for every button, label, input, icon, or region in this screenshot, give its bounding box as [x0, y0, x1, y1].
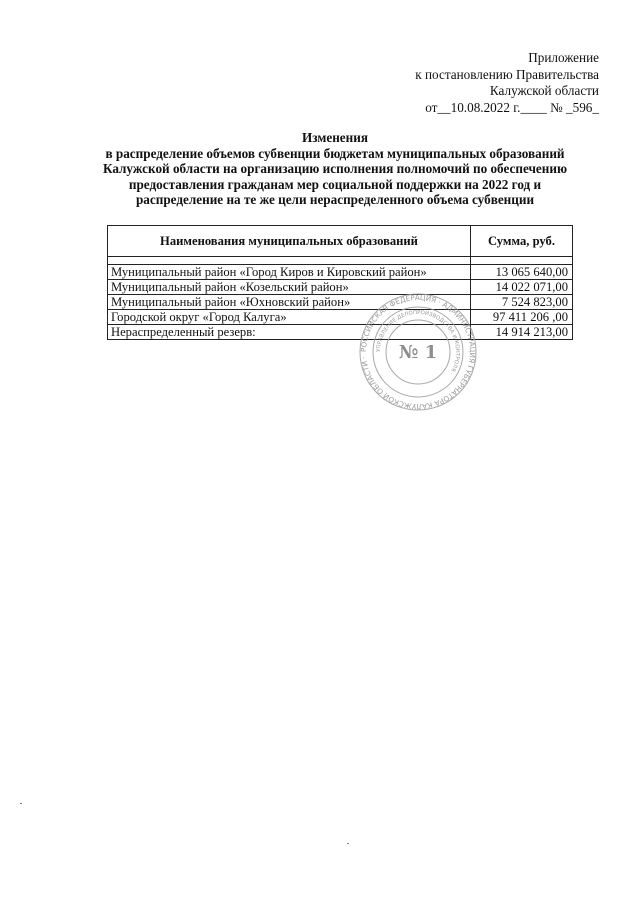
- table-row: [108, 265, 573, 280]
- row-name: Городской округ «Город Калуга»: [108, 310, 471, 325]
- seal-number: № 1: [398, 342, 438, 363]
- distribution-table: [107, 225, 573, 340]
- row-sum: 97 411 206 ,00: [471, 310, 573, 325]
- row-sum: 14 914 213,00: [471, 325, 573, 340]
- row-name: Муниципальный район «Юхновский район»: [108, 295, 471, 310]
- row-sum: 7 524 823,00: [471, 295, 573, 310]
- row-sum: 13 065 640,00: [471, 265, 573, 280]
- scan-speck: [20, 803, 22, 804]
- seal-outer-text: РОССИЙСКАЯ ФЕДЕРАЦИЯ · АДМИНИСТРАЦИЯ ГУБЕРНАТОРА КАЛУЖСКОЙ ОБЛАСТИ ·: [358, 292, 478, 412]
- document-title: [70, 130, 600, 208]
- title-line-1: Изменения: [302, 130, 368, 145]
- row-sum: 14 022 071,00: [471, 280, 573, 295]
- row-name: Нераспределенный резерв:: [108, 325, 471, 340]
- header-name: Наименования муниципальных образований: [108, 226, 471, 257]
- appendix-resolution: к постановлению Правительства: [415, 66, 599, 82]
- appendix-label: Приложение: [528, 50, 599, 65]
- title-line-3: Калужской области на организацию исполнения полномочий по обеспечению: [102, 161, 568, 177]
- appendix-region: Калужской области: [489, 83, 599, 98]
- row-name: Муниципальный район «Город Киров и Кировский район»: [108, 265, 471, 280]
- seal-inner-text: УПРАВЛЕНИЕ ДЕЛОПРОИЗВОДСТВА И КОНТРОЛЯ ·: [375, 309, 461, 376]
- table-spacer-row: [108, 257, 573, 265]
- table-row: [108, 280, 573, 295]
- official-seal-stamp: [358, 292, 478, 412]
- table-row: [108, 325, 573, 340]
- scan-speck: [347, 843, 349, 844]
- table-header-row: [108, 226, 573, 257]
- appendix-header: [415, 50, 599, 116]
- row-name: Муниципальный район «Козельский район»: [108, 280, 471, 295]
- table-row: [108, 295, 573, 310]
- header-sum: Сумма, руб.: [471, 226, 573, 257]
- title-line-4: предоставления гражданам мер социальной поддержки на 2022 год и: [128, 176, 542, 192]
- title-line-5: распределение на те же цели нераспределенного объема субвенции: [135, 192, 535, 208]
- appendix-date-number: от__10.08.2022 г.____ № _596_: [425, 99, 599, 115]
- title-line-2: в распределение объемов субвенции бюджетам муниципальных образований: [105, 145, 565, 161]
- table-row: [108, 310, 573, 325]
